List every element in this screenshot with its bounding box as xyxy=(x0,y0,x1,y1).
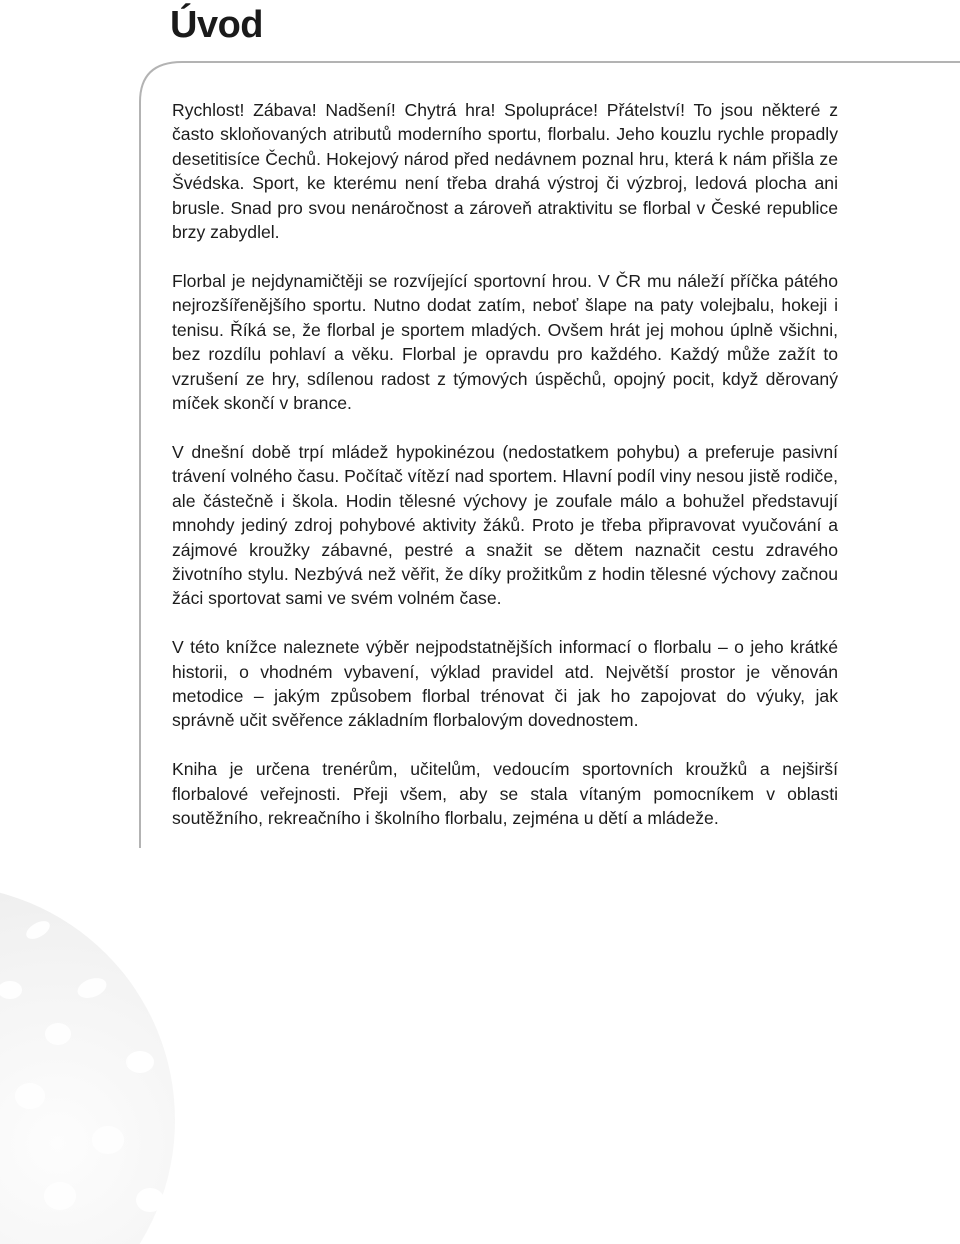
paragraph-3: V dnešní době trpí mládež hypokinézou (nedostatkem pohybu) a preferuje pasivní trávení volného času. Počítač vítězí nad sportem. Hlavní podíl viny nesou jistě rodiče, ale částečně i škola. Hodin tělesné výchovy je zoufale málo a bohužel představují mnohdy jediný zdroj pohybové aktivity žáků. Proto je třeba připravovat vyučování a zájmové kroužky zábavné, pestré a snažit se dětem naznačit cestu zdravého životního stylu. Nezbývá než věřit, že díky prožitkům z hodin tělesné výchovy začnou žáci sportovat sami ve svém volném čase. xyxy=(172,441,838,609)
page-title: Úvod xyxy=(170,4,263,46)
paragraph-2: Florbal je nejdynamičtěji se rozvíjející sportovní hrou. V ČR mu náleží příčka pátého nejrozšířenějšího sportu. Nutno dodat zatím, neboť šlape na paty volejbalu, hokeji i tenisu. Říká se, že florbal je sportem mladých. Ovšem hrát jej mohou úplně všichni, bez rozdílu pohlaví a věku. Florbal je opravdu pro každého. Každý může zažít to vzrušení ze hry, sdílenou radost z týmových úspěchů, opojný pocit, když děrovaný míček skončí v brance. xyxy=(172,270,838,413)
paragraph-4: V této knížce naleznete výběr nejpodstatnějších informací o florbalu – o jeho krátké historii, o vhodném vybavení, výklad pravidel atd. Největší prostor je věnován metodice – jakým způsobem florbal trénovat či jak ho zapojovat do výuky, jak správně učit svěřence základním florbalovým dovednostem. xyxy=(172,637,838,731)
paragraph-5: Kniha je určena trenérům, učitelům, vedoucím sportovních kroužků a nejširší florbalové veřejnosti. Přeji všem, aby se stala vítaným pomocníkem v oblasti soutěžního, rekreačního i školního florbalu, zejména u dětí a mládeže. xyxy=(172,759,838,829)
intro-text xyxy=(172,98,838,855)
paragraph-1: Rychlost! Zábava! Nadšení! Chytrá hra! Spolupráce! Přátelství! To jsou některé z často skloňovaných atributů moderního sportu, florbalu. Jeho kouzlu rychle propadly desetitisíce Čechů. Hokejový národ před nedávnem poznal hru, která k nám přišla ze Švédska. Sport, ke kterému není třeba drahá výstroj či výzbroj, ledová plocha ani brusle. Snad pro svou nenáročnost a zároveň atraktivitu se florbal v České republice brzy zabydlel. xyxy=(172,100,838,243)
